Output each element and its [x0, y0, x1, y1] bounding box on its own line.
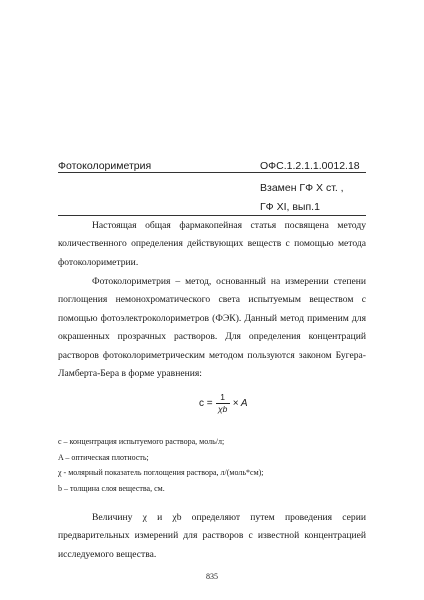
closing-paragraph: Величину χ и χb определяют путем проведения серии предварительных измерений для растворов с известной концентрацией исследуемого вещества. — [58, 512, 366, 560]
header-divider-bottom — [58, 215, 366, 216]
replaces-line-1: Взамен ГФ X ст. , — [260, 182, 344, 194]
formula-fraction — [216, 393, 230, 414]
definition-item: A – оптическая плотность; — [58, 452, 149, 462]
formula-rhs: × A — [232, 398, 248, 409]
replaces-line-2: ГФ XI, вып.1 — [260, 201, 320, 213]
definition-item: c – концентрация испытуемого раствора, моль/л; — [58, 437, 225, 446]
beer-lambert-formula — [199, 393, 248, 414]
intro-paragraph: Настоящая общая фармакопейная статья посвящена методу количественного определения действующих веществ с помощью метода фотоколориметрии. — [58, 220, 366, 268]
page-number: 835 — [206, 572, 218, 581]
definitions-list — [58, 434, 264, 496]
article-title: Фотоколориметрия — [58, 160, 152, 172]
definition-item: b – толщина слоя вещества, см. — [58, 483, 165, 493]
method-paragraph: Фотоколориметрия – метод, основанный на измерении степени поглощения немонохроматического света испытуемым веществом с помощью фотоэлектроколориметров (ФЭК). Данный метод применим для окрашенных прозрачных растворов. Для определения концентраций растворов фотоколориметрическим методом пользуются законом Бугера-Ламберта-Бера в форме уравнения: — [58, 276, 366, 380]
formula-numerator: 1 — [220, 392, 225, 402]
formula-denominator: χb — [217, 404, 228, 414]
article-code: ОФС.1.2.1.1.0012.18 — [260, 160, 360, 172]
header-divider-top — [58, 172, 366, 173]
definition-item: χ - молярный показатель поглощения раствора, л/(моль*см); — [58, 468, 264, 477]
formula-lhs: c = — [199, 398, 213, 409]
